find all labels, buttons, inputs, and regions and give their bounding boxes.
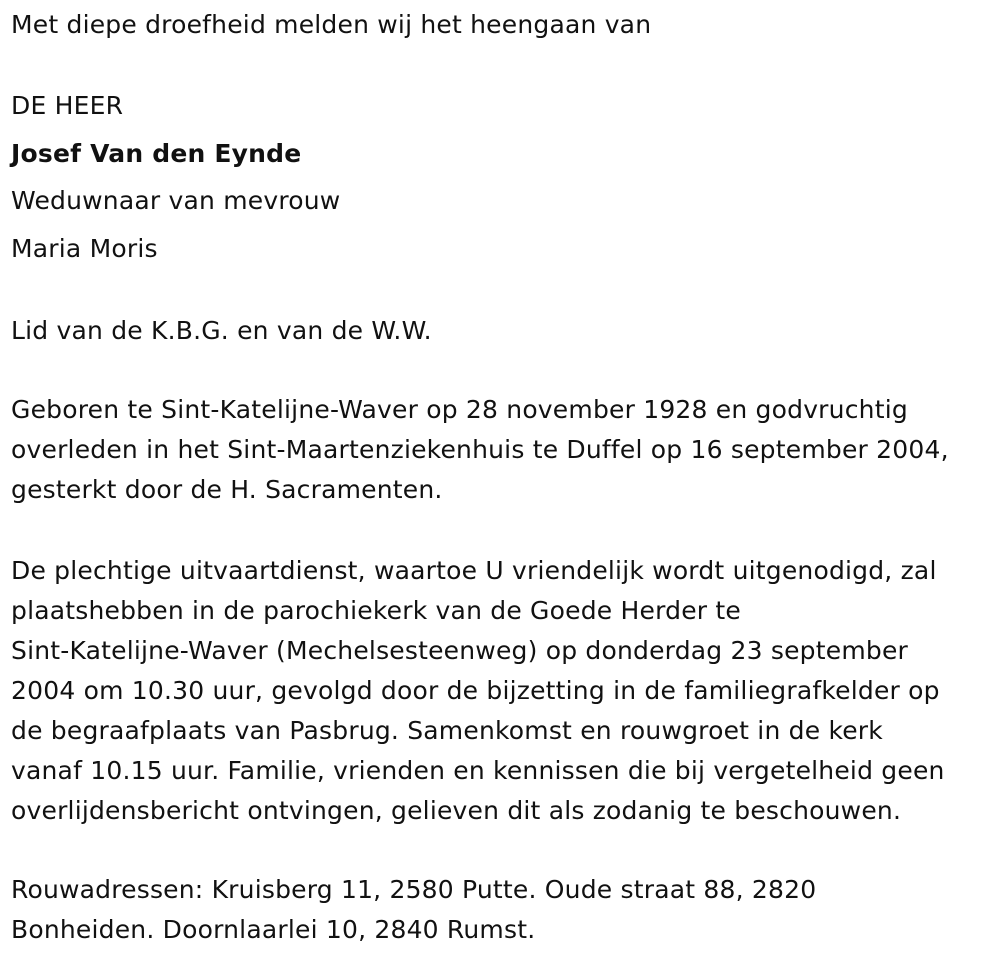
paragraph-line: 2004 om 10.30 uur, gevolgd door de bijzetting in de familiegrafkelder op — [11, 676, 940, 705]
funeral-paragraph — [11, 551, 996, 831]
honorific: DE HEER — [11, 91, 124, 120]
membership-text: Lid van de K.B.G. en van de W.W. — [11, 316, 432, 345]
paragraph-line: de begraafplaats van Pasbrug. Samenkomst en rouwgroet in de kerk — [11, 716, 883, 745]
paragraph-line: overlijdensbericht ontvingen, gelieven dit als zodanig te beschouwen. — [11, 796, 902, 825]
paragraph-line: vanaf 10.15 uur. Familie, vrienden en kennissen die bij vergetelheid geen — [11, 756, 945, 785]
spouse-name: Maria Moris — [11, 234, 158, 263]
paragraph-line: Rouwadressen: Kruisberg 11, 2580 Putte. Oude straat 88, 2820 — [11, 875, 817, 904]
paragraph-line: Bonheiden. Doornlaarlei 10, 2840 Rumst. — [11, 915, 536, 944]
paragraph-line: Geboren te Sint-Katelijne-Waver op 28 november 1928 en godvruchtig — [11, 395, 908, 424]
intro-text: Met diepe droefheid melden wij het heengaan van — [11, 10, 652, 39]
addresses-paragraph — [11, 870, 996, 950]
birth-death-paragraph — [11, 390, 996, 510]
paragraph-line: De plechtige uitvaartdienst, waartoe U vriendelijk wordt uitgenodigd, zal — [11, 556, 937, 585]
paragraph-line: plaatshebben in de parochiekerk van de Goede Herder te — [11, 596, 741, 625]
paragraph-line: overleden in het Sint-Maartenziekenhuis te Duffel op 16 september 2004, — [11, 435, 949, 464]
paragraph-line: Sint-Katelijne-Waver (Mechelsesteenweg) op donderdag 23 september — [11, 636, 909, 665]
paragraph-line: gesterkt door de H. Sacramenten. — [11, 475, 443, 504]
deceased-name: Josef Van den Eynde — [11, 139, 302, 168]
relation-text: Weduwnaar van mevrouw — [11, 186, 341, 215]
